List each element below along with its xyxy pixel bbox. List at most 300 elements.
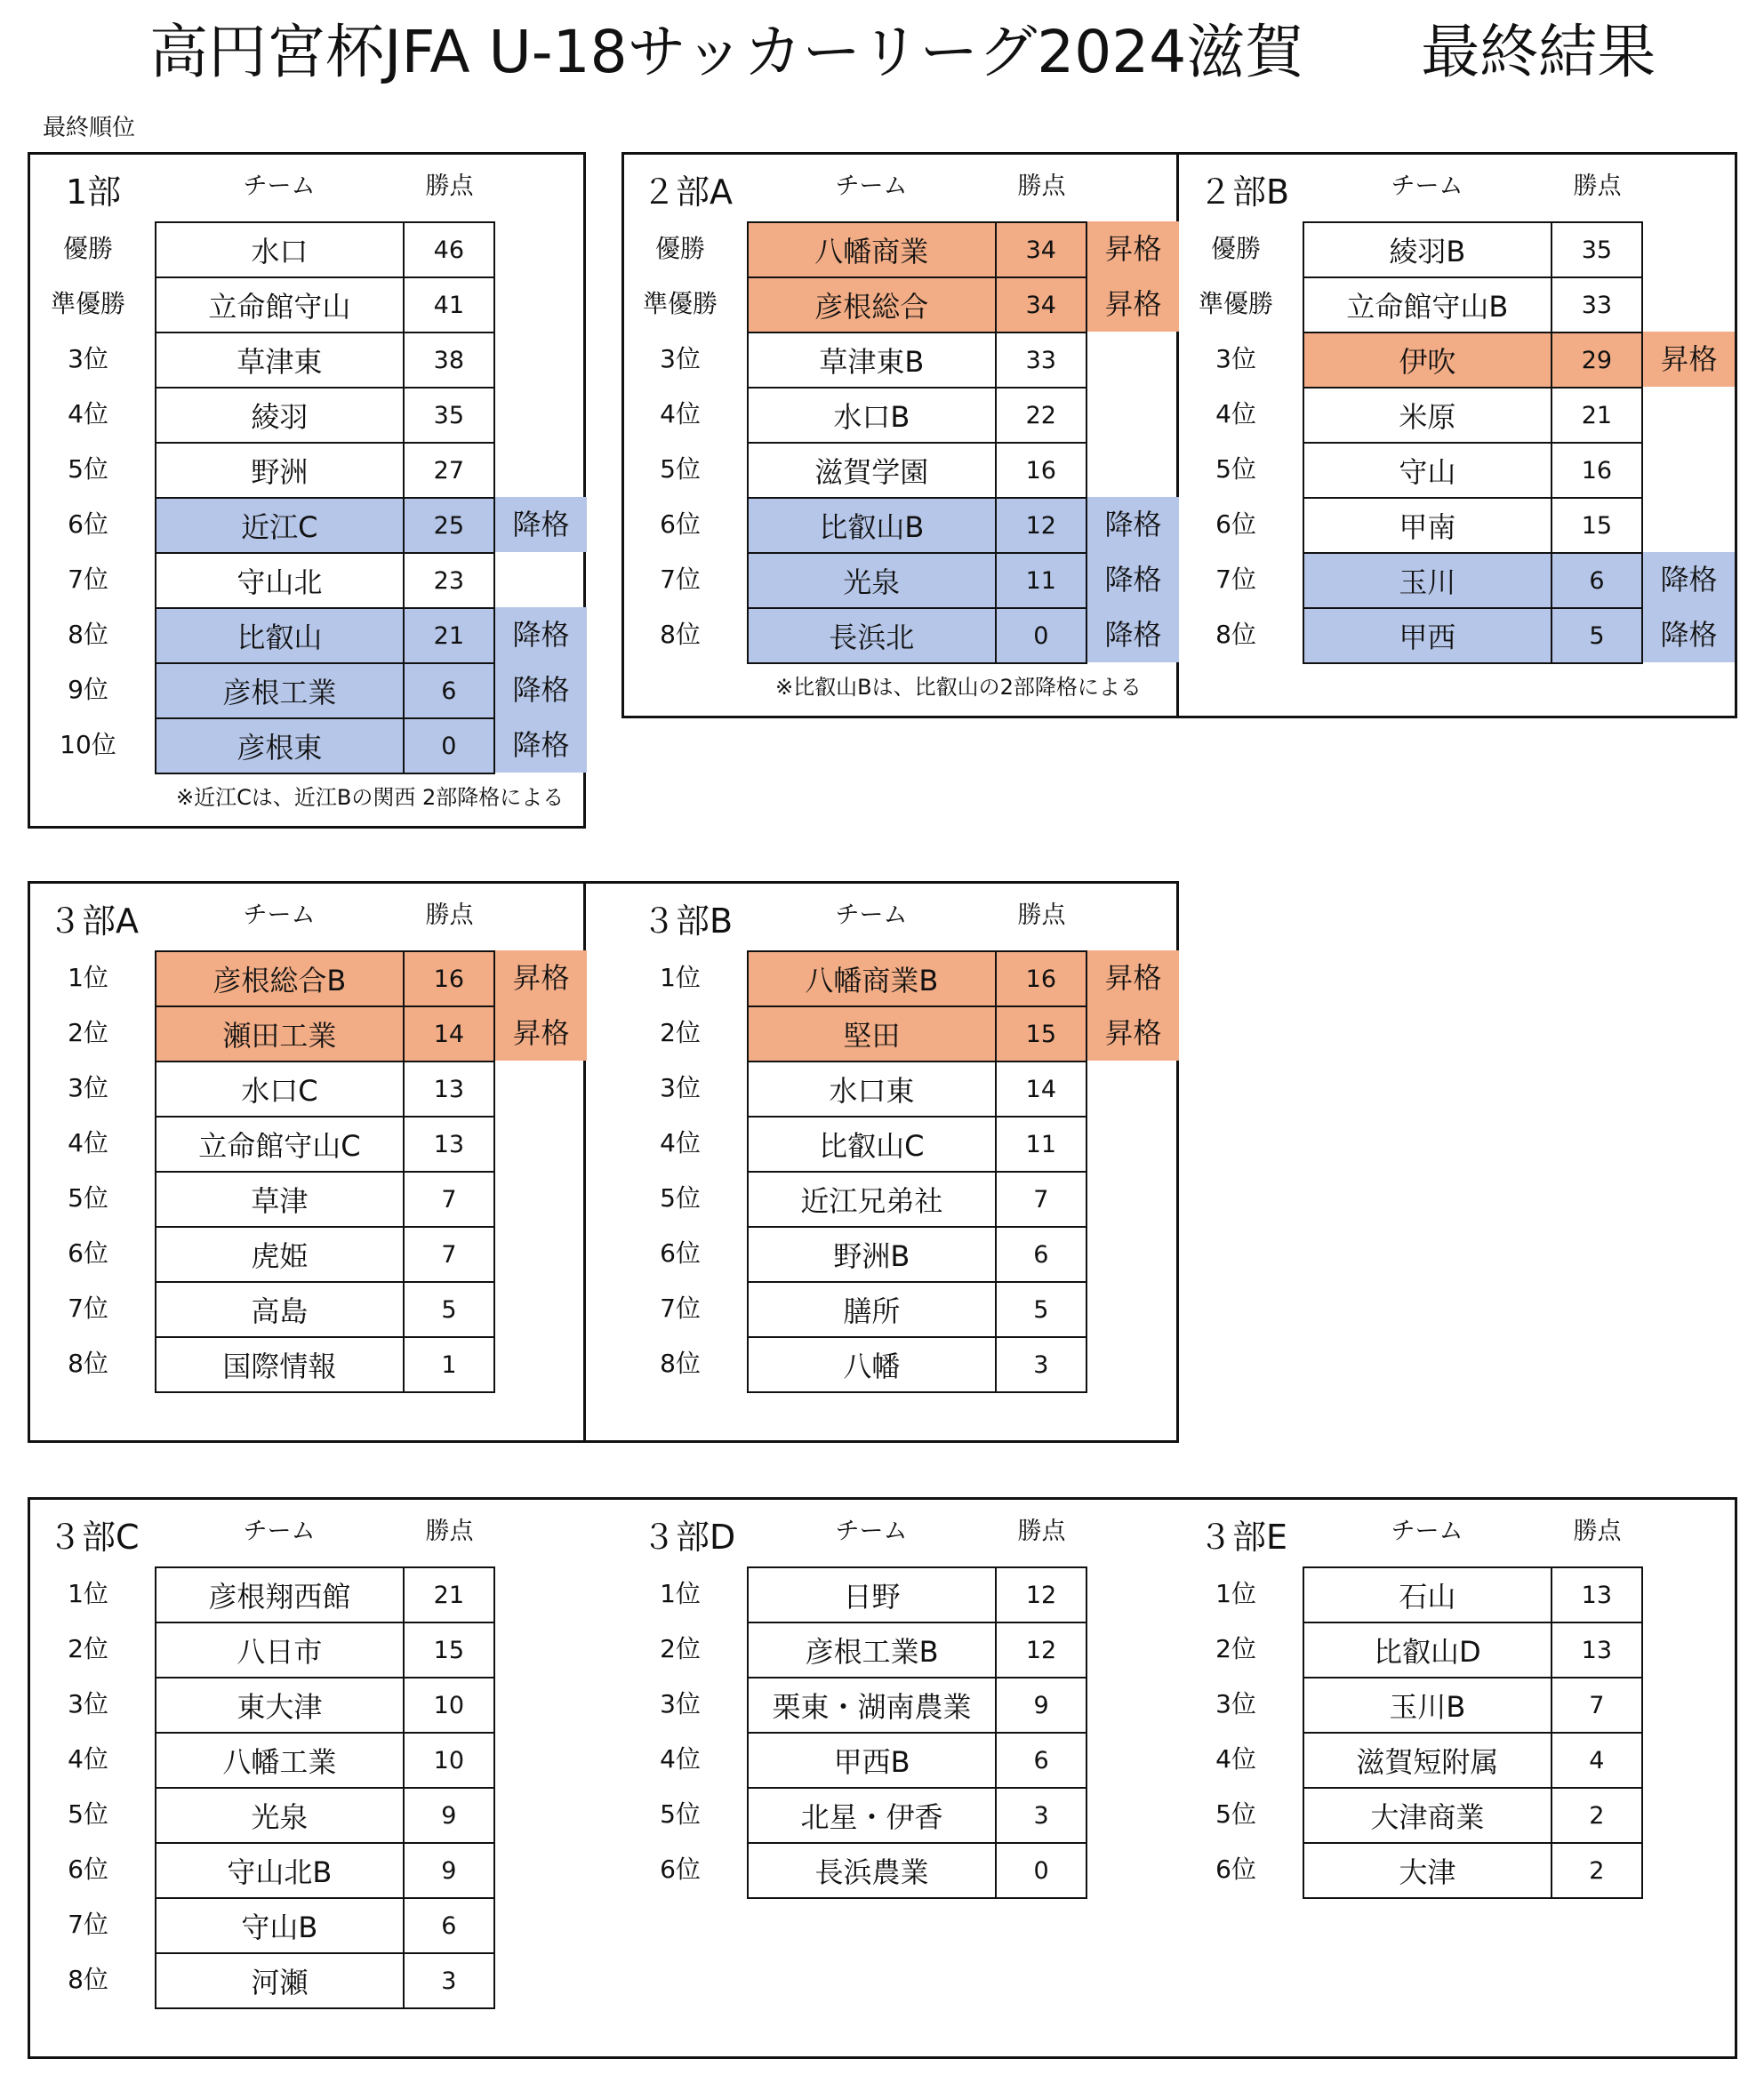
team-points: 11 bbox=[996, 553, 1086, 608]
team-points: 6 bbox=[1552, 553, 1642, 608]
table-row bbox=[156, 1172, 494, 1227]
relegation-badge: 降格 bbox=[1087, 607, 1179, 662]
standings-table bbox=[155, 1566, 495, 2009]
team-points: 29 bbox=[1552, 332, 1642, 388]
table-row bbox=[748, 553, 1086, 608]
team-points: 9 bbox=[404, 1788, 494, 1843]
team-column-header: チーム bbox=[243, 901, 316, 929]
table-row bbox=[156, 1788, 494, 1843]
team-points: 5 bbox=[1552, 608, 1642, 663]
team-name: 彦根工業 bbox=[156, 663, 404, 718]
table-row bbox=[748, 1678, 1086, 1733]
team-name: 彦根翔西館 bbox=[156, 1567, 404, 1622]
team-name: 綾羽B bbox=[1303, 222, 1552, 277]
relegation-badge: 降格 bbox=[495, 717, 587, 773]
rank-label: 6位 bbox=[68, 1855, 108, 1884]
team-points: 3 bbox=[996, 1788, 1086, 1843]
team-points: 7 bbox=[404, 1227, 494, 1282]
team-name: 比叡山C bbox=[748, 1117, 996, 1172]
rank-label: 6位 bbox=[1215, 509, 1256, 539]
team-name: 立命館守山 bbox=[156, 277, 404, 332]
points-column-header: 勝点 bbox=[1573, 172, 1622, 200]
rank-label: 10位 bbox=[60, 730, 116, 759]
division-label: ３部A bbox=[48, 901, 139, 941]
team-name: 石山 bbox=[1303, 1567, 1552, 1622]
promotion-badge: 昇格 bbox=[1087, 950, 1179, 1005]
rank-label: 1位 bbox=[1215, 1579, 1256, 1608]
team-name: 玉川 bbox=[1303, 553, 1552, 608]
table-row bbox=[156, 388, 494, 443]
team-name: 河瀬 bbox=[156, 1953, 404, 2008]
rank-label: 6位 bbox=[660, 509, 701, 539]
team-points: 34 bbox=[996, 277, 1086, 332]
table-row bbox=[748, 277, 1086, 332]
table-row bbox=[748, 1788, 1086, 1843]
team-name: 守山B bbox=[156, 1898, 404, 1953]
rank-label: 6位 bbox=[1215, 1855, 1256, 1884]
rank-label: 優勝 bbox=[62, 234, 113, 263]
rank-label: 6位 bbox=[660, 1855, 701, 1884]
standings-table bbox=[155, 950, 495, 1393]
points-column-header: 勝点 bbox=[1017, 901, 1066, 929]
team-name: 彦根総合B bbox=[156, 951, 404, 1006]
rank-label: 3位 bbox=[1215, 344, 1256, 373]
rank-label: 4位 bbox=[1215, 399, 1256, 429]
table-row bbox=[1303, 388, 1642, 443]
promotion-badge: 昇格 bbox=[495, 1005, 587, 1061]
table-row bbox=[156, 443, 494, 498]
team-points: 1 bbox=[404, 1337, 494, 1392]
rank-label: 2位 bbox=[68, 1634, 108, 1663]
table-row bbox=[1303, 332, 1642, 388]
relegation-badge: 降格 bbox=[1643, 552, 1735, 607]
points-column-header: 勝点 bbox=[425, 1518, 474, 1545]
footnote: ※比叡山Bは、比叡山の2部降格による bbox=[775, 675, 1142, 700]
table-row bbox=[1303, 1733, 1642, 1788]
rank-label: 6位 bbox=[660, 1238, 701, 1268]
rank-label: 優勝 bbox=[654, 234, 705, 263]
team-points: 34 bbox=[996, 222, 1086, 277]
team-points: 7 bbox=[404, 1172, 494, 1227]
team-name: 滋賀学園 bbox=[748, 443, 996, 498]
division-label: ３部C bbox=[48, 1518, 140, 1557]
team-name: 大津商業 bbox=[1303, 1788, 1552, 1843]
table-row bbox=[1303, 1788, 1642, 1843]
team-points: 41 bbox=[404, 277, 494, 332]
team-name: 水口C bbox=[156, 1062, 404, 1117]
team-name: 水口 bbox=[156, 222, 404, 277]
team-name: 八幡 bbox=[748, 1337, 996, 1392]
team-name: 立命館守山B bbox=[1303, 277, 1552, 332]
relegation-badge: 降格 bbox=[1643, 607, 1735, 662]
relegation-badge: 降格 bbox=[495, 662, 587, 717]
table-row bbox=[748, 951, 1086, 1006]
team-name: 守山北B bbox=[156, 1843, 404, 1898]
rank-label: 5位 bbox=[1215, 454, 1256, 484]
rank-label: 3位 bbox=[660, 1689, 701, 1718]
team-name: 玉川B bbox=[1303, 1678, 1552, 1733]
rank-label: 5位 bbox=[68, 1183, 108, 1213]
team-name: 水口B bbox=[748, 388, 996, 443]
table-row bbox=[156, 1733, 494, 1788]
team-name: 瀬田工業 bbox=[156, 1006, 404, 1062]
team-points: 5 bbox=[996, 1282, 1086, 1337]
promotion-badge: 昇格 bbox=[1087, 1005, 1179, 1061]
rank-label: 2位 bbox=[68, 1018, 108, 1047]
team-points: 12 bbox=[996, 498, 1086, 553]
standings-table bbox=[155, 221, 495, 774]
team-column-header: チーム bbox=[835, 172, 908, 200]
table-row bbox=[156, 718, 494, 773]
team-name: 比叡山B bbox=[748, 498, 996, 553]
team-column-header: チーム bbox=[243, 1518, 316, 1545]
rank-label: 4位 bbox=[1215, 1744, 1256, 1774]
relegation-badge: 降格 bbox=[495, 607, 587, 662]
team-name: 米原 bbox=[1303, 388, 1552, 443]
relegation-badge: 降格 bbox=[1087, 552, 1179, 607]
team-points: 0 bbox=[404, 718, 494, 773]
table-row bbox=[748, 332, 1086, 388]
team-points: 21 bbox=[404, 1567, 494, 1622]
team-points: 16 bbox=[1552, 443, 1642, 498]
team-name: 日野 bbox=[748, 1567, 996, 1622]
table-row bbox=[748, 1843, 1086, 1898]
team-points: 6 bbox=[996, 1733, 1086, 1788]
team-points: 3 bbox=[996, 1337, 1086, 1392]
team-name: 高島 bbox=[156, 1282, 404, 1337]
team-points: 35 bbox=[404, 388, 494, 443]
rank-label: 3位 bbox=[68, 1689, 108, 1718]
team-points: 16 bbox=[996, 443, 1086, 498]
team-name: 草津東 bbox=[156, 332, 404, 388]
team-name: 野洲B bbox=[748, 1227, 996, 1282]
table-row bbox=[748, 498, 1086, 553]
team-name: 東大津 bbox=[156, 1678, 404, 1733]
team-column-header: チーム bbox=[1391, 172, 1463, 200]
table-row bbox=[748, 1337, 1086, 1392]
rank-label: 2位 bbox=[660, 1634, 701, 1663]
table-row bbox=[156, 1337, 494, 1392]
team-points: 6 bbox=[996, 1227, 1086, 1282]
table-row bbox=[748, 608, 1086, 663]
team-name: 光泉 bbox=[748, 553, 996, 608]
team-name: 国際情報 bbox=[156, 1337, 404, 1392]
table-row bbox=[156, 1006, 494, 1062]
team-name: 近江兄弟社 bbox=[748, 1172, 996, 1227]
team-points: 9 bbox=[996, 1678, 1086, 1733]
team-points: 10 bbox=[404, 1733, 494, 1788]
table-row bbox=[156, 222, 494, 277]
team-name: 野洲 bbox=[156, 443, 404, 498]
rank-label: 2位 bbox=[1215, 1634, 1256, 1663]
team-name: 綾羽 bbox=[156, 388, 404, 443]
team-name: 彦根総合 bbox=[748, 277, 996, 332]
team-name: 守山 bbox=[1303, 443, 1552, 498]
team-name: 草津 bbox=[156, 1172, 404, 1227]
team-name: 比叡山D bbox=[1303, 1622, 1552, 1678]
table-row bbox=[1303, 608, 1642, 663]
team-name: 甲西 bbox=[1303, 608, 1552, 663]
table-row bbox=[748, 1062, 1086, 1117]
relegation-badge: 降格 bbox=[495, 497, 587, 552]
table-row bbox=[156, 1678, 494, 1733]
rank-label: 優勝 bbox=[1210, 234, 1261, 263]
rank-label: 7位 bbox=[68, 565, 108, 594]
table-row bbox=[156, 498, 494, 553]
table-row bbox=[748, 1282, 1086, 1337]
table-row bbox=[748, 1567, 1086, 1622]
rank-label: 7位 bbox=[1215, 565, 1256, 594]
rank-label: 1位 bbox=[68, 1579, 108, 1608]
points-column-header: 勝点 bbox=[1017, 172, 1066, 200]
division-label: ３部D bbox=[642, 1518, 736, 1557]
team-name: 八幡商業B bbox=[748, 951, 996, 1006]
team-name: 大津 bbox=[1303, 1843, 1552, 1898]
team-points: 10 bbox=[404, 1678, 494, 1733]
team-name: 水口東 bbox=[748, 1062, 996, 1117]
promotion-badge: 昇格 bbox=[1087, 276, 1179, 332]
table-row bbox=[156, 1622, 494, 1678]
table-row bbox=[1303, 1567, 1642, 1622]
table-row bbox=[748, 388, 1086, 443]
rank-label: 8位 bbox=[68, 1349, 108, 1378]
table-row bbox=[748, 1006, 1086, 1062]
rank-label: 3位 bbox=[68, 1073, 108, 1102]
table-row bbox=[1303, 443, 1642, 498]
rank-label: 準優勝 bbox=[50, 289, 125, 318]
team-points: 3 bbox=[404, 1953, 494, 2008]
table-row bbox=[748, 1117, 1086, 1172]
team-name: 栗東・湖南農業 bbox=[748, 1678, 996, 1733]
team-points: 9 bbox=[404, 1843, 494, 1898]
team-points: 25 bbox=[404, 498, 494, 553]
team-points: 22 bbox=[996, 388, 1086, 443]
table-row bbox=[156, 663, 494, 718]
rank-label: 5位 bbox=[68, 454, 108, 484]
standings-table bbox=[747, 221, 1087, 664]
table-row bbox=[748, 1622, 1086, 1678]
relegation-badge: 降格 bbox=[1087, 497, 1179, 552]
team-points: 27 bbox=[404, 443, 494, 498]
team-points: 21 bbox=[404, 608, 494, 663]
team-name: 長浜北 bbox=[748, 608, 996, 663]
rank-label: 3位 bbox=[68, 344, 108, 373]
rank-label: 7位 bbox=[68, 1910, 108, 1939]
team-points: 16 bbox=[404, 951, 494, 1006]
team-name: 比叡山 bbox=[156, 608, 404, 663]
division-label: ２部B bbox=[1199, 172, 1290, 212]
division-label: 1部 bbox=[66, 172, 122, 212]
table-row bbox=[156, 1227, 494, 1282]
team-column-header: チーム bbox=[243, 172, 316, 200]
rank-label: 5位 bbox=[660, 1799, 701, 1829]
standings-table bbox=[747, 1566, 1087, 1899]
table-row bbox=[748, 1172, 1086, 1227]
team-points: 13 bbox=[1552, 1622, 1642, 1678]
rank-label: 1位 bbox=[660, 963, 701, 992]
team-name: 甲南 bbox=[1303, 498, 1552, 553]
rank-label: 8位 bbox=[660, 1349, 701, 1378]
standings-table bbox=[1303, 221, 1643, 664]
footnote: ※近江Cは、近江Bの関西 2部降格による bbox=[176, 785, 565, 810]
team-points: 16 bbox=[996, 951, 1086, 1006]
team-points: 33 bbox=[1552, 277, 1642, 332]
rank-label: 8位 bbox=[660, 620, 701, 649]
team-name: 長浜農業 bbox=[748, 1843, 996, 1898]
table-row bbox=[156, 553, 494, 608]
team-points: 15 bbox=[1552, 498, 1642, 553]
team-name: 滋賀短附属 bbox=[1303, 1733, 1552, 1788]
rank-label: 8位 bbox=[68, 620, 108, 649]
team-points: 0 bbox=[996, 1843, 1086, 1898]
team-points: 13 bbox=[404, 1062, 494, 1117]
team-points: 15 bbox=[996, 1006, 1086, 1062]
rank-label: 8位 bbox=[68, 1965, 108, 1994]
team-name: 草津東B bbox=[748, 332, 996, 388]
standings-table bbox=[747, 950, 1087, 1393]
table-row bbox=[156, 608, 494, 663]
rank-label: 1位 bbox=[68, 963, 108, 992]
team-points: 11 bbox=[996, 1117, 1086, 1172]
team-name: 虎姫 bbox=[156, 1227, 404, 1282]
team-points: 12 bbox=[996, 1567, 1086, 1622]
team-points: 2 bbox=[1552, 1843, 1642, 1898]
rank-label: 6位 bbox=[68, 509, 108, 539]
team-name: 八日市 bbox=[156, 1622, 404, 1678]
team-points: 15 bbox=[404, 1622, 494, 1678]
table-row bbox=[156, 1898, 494, 1953]
team-points: 6 bbox=[404, 663, 494, 718]
rank-label: 9位 bbox=[68, 675, 108, 704]
team-column-header: チーム bbox=[1391, 1518, 1463, 1545]
team-points: 13 bbox=[1552, 1567, 1642, 1622]
rank-label: 4位 bbox=[660, 1744, 701, 1774]
rank-label: 準優勝 bbox=[642, 289, 718, 318]
rank-label: 7位 bbox=[660, 565, 701, 594]
points-column-header: 勝点 bbox=[425, 172, 474, 200]
team-points: 5 bbox=[404, 1282, 494, 1337]
table-row bbox=[748, 1733, 1086, 1788]
table-row bbox=[156, 332, 494, 388]
team-points: 6 bbox=[404, 1898, 494, 1953]
table-row bbox=[748, 222, 1086, 277]
rank-label: 4位 bbox=[660, 399, 701, 429]
table-row bbox=[156, 1843, 494, 1898]
team-points: 2 bbox=[1552, 1788, 1642, 1843]
team-name: 立命館守山C bbox=[156, 1117, 404, 1172]
table-row bbox=[748, 1227, 1086, 1282]
table-row bbox=[1303, 222, 1642, 277]
table-row bbox=[1303, 498, 1642, 553]
team-name: 堅田 bbox=[748, 1006, 996, 1062]
table-row bbox=[156, 1953, 494, 2008]
team-name: 膳所 bbox=[748, 1282, 996, 1337]
team-points: 7 bbox=[1552, 1678, 1642, 1733]
table-row bbox=[156, 277, 494, 332]
table-row bbox=[1303, 1678, 1642, 1733]
rank-label: 3位 bbox=[660, 344, 701, 373]
rank-label: 3位 bbox=[660, 1073, 701, 1102]
rank-label: 3位 bbox=[1215, 1689, 1256, 1718]
rank-label: 5位 bbox=[660, 454, 701, 484]
team-points: 14 bbox=[996, 1062, 1086, 1117]
points-column-header: 勝点 bbox=[1573, 1518, 1622, 1545]
table-row bbox=[156, 1567, 494, 1622]
team-name: 近江C bbox=[156, 498, 404, 553]
rank-label: 6位 bbox=[68, 1238, 108, 1268]
team-points: 4 bbox=[1552, 1733, 1642, 1788]
team-points: 0 bbox=[996, 608, 1086, 663]
rank-label: 5位 bbox=[660, 1183, 701, 1213]
team-name: 八幡工業 bbox=[156, 1733, 404, 1788]
points-column-header: 勝点 bbox=[425, 901, 474, 929]
rank-label: 4位 bbox=[68, 1744, 108, 1774]
promotion-badge: 昇格 bbox=[495, 950, 587, 1005]
team-column-header: チーム bbox=[835, 1518, 908, 1545]
division-label: ３部B bbox=[642, 901, 734, 941]
team-points: 12 bbox=[996, 1622, 1086, 1678]
table-row bbox=[156, 1062, 494, 1117]
rank-label: 7位 bbox=[660, 1294, 701, 1323]
rank-label: 4位 bbox=[660, 1128, 701, 1158]
page-subtitle: 最終順位 bbox=[43, 115, 136, 141]
team-points: 33 bbox=[996, 332, 1086, 388]
rank-label: 1位 bbox=[660, 1579, 701, 1608]
division-label: ２部A bbox=[642, 172, 733, 212]
standings-table bbox=[1303, 1566, 1643, 1899]
team-points: 23 bbox=[404, 553, 494, 608]
table-row bbox=[1303, 1622, 1642, 1678]
page-title: 高円宮杯JFA U-18サッカーリーグ2024滋賀 最終結果 bbox=[149, 18, 1656, 86]
points-column-header: 勝点 bbox=[1017, 1518, 1066, 1545]
team-name: 甲西B bbox=[748, 1733, 996, 1788]
rank-label: 7位 bbox=[68, 1294, 108, 1323]
table-row bbox=[156, 1117, 494, 1172]
rank-label: 準優勝 bbox=[1198, 289, 1273, 318]
rank-label: 4位 bbox=[68, 1128, 108, 1158]
team-name: 八幡商業 bbox=[748, 222, 996, 277]
promotion-badge: 昇格 bbox=[1087, 221, 1179, 276]
table-row bbox=[156, 951, 494, 1006]
team-points: 38 bbox=[404, 332, 494, 388]
rank-label: 4位 bbox=[68, 399, 108, 429]
team-points: 13 bbox=[404, 1117, 494, 1172]
team-name: 彦根東 bbox=[156, 718, 404, 773]
team-points: 21 bbox=[1552, 388, 1642, 443]
division-label: ３部E bbox=[1199, 1518, 1288, 1557]
rank-label: 5位 bbox=[1215, 1799, 1256, 1829]
promotion-badge: 昇格 bbox=[1643, 332, 1735, 387]
team-name: 光泉 bbox=[156, 1788, 404, 1843]
team-points: 46 bbox=[404, 222, 494, 277]
rank-label: 8位 bbox=[1215, 620, 1256, 649]
table-row bbox=[1303, 277, 1642, 332]
rank-label: 5位 bbox=[68, 1799, 108, 1829]
rank-label: 2位 bbox=[660, 1018, 701, 1047]
team-name: 彦根工業B bbox=[748, 1622, 996, 1678]
table-row bbox=[1303, 1843, 1642, 1898]
team-points: 14 bbox=[404, 1006, 494, 1062]
table-row bbox=[1303, 553, 1642, 608]
team-points: 7 bbox=[996, 1172, 1086, 1227]
table-row bbox=[156, 1282, 494, 1337]
team-name: 守山北 bbox=[156, 553, 404, 608]
team-name: 北星・伊香 bbox=[748, 1788, 996, 1843]
team-name: 伊吹 bbox=[1303, 332, 1552, 388]
team-points: 35 bbox=[1552, 222, 1642, 277]
team-column-header: チーム bbox=[835, 901, 908, 929]
table-row bbox=[748, 443, 1086, 498]
